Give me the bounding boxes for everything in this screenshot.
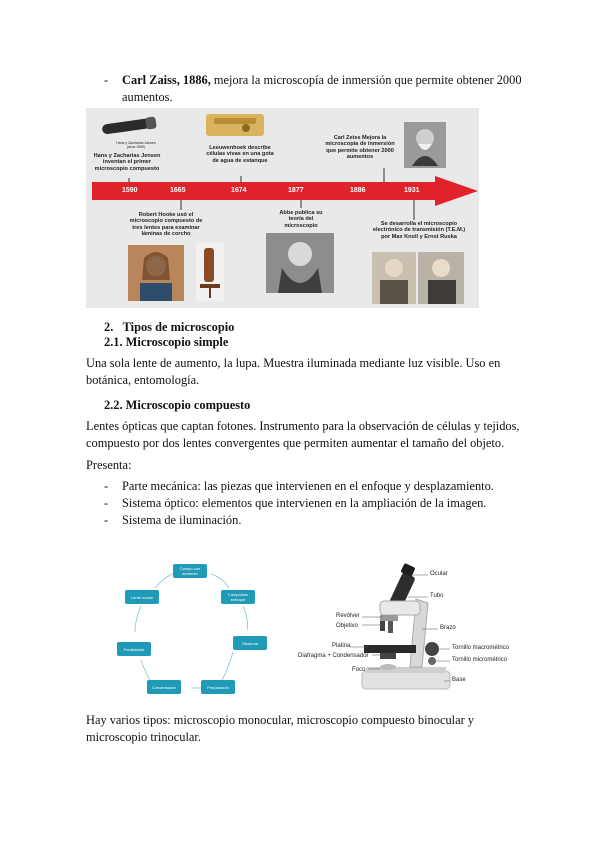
- caption-leeuwenhoek: Leeuwenhoek describe células vivas en una gota de agua de estanque: [206, 145, 274, 164]
- cycle-node: Focalizador: [117, 642, 151, 656]
- intro-line2: aumentos.: [122, 90, 173, 104]
- closing-line2: microscopio trinocular.: [86, 730, 201, 744]
- section-heading: 2. Tipos de microscopio: [104, 320, 235, 334]
- microscope-drawing: [310, 563, 520, 703]
- compound-description: [86, 418, 526, 452]
- parts-list: [104, 478, 524, 529]
- cycle-node: Lente ocular: [125, 590, 159, 604]
- label-tornillo-micro: Tornillo micrométrico: [452, 657, 508, 663]
- simple-text-line2: botánica, entomología.: [86, 373, 200, 387]
- subheading-simple: 2.1. Microscopio simple: [104, 335, 229, 349]
- caption-zeiss: Carl Zeiss Mejora la microscopía de inmersión que permite obtener 2000 aumentos: [325, 135, 395, 161]
- closing-paragraph: [86, 712, 526, 746]
- compound-text-line2: compuesto por dos lentes convergentes que permiten aumentar el tamaño del objeto.: [86, 436, 505, 450]
- year-1590: 1590: [122, 187, 138, 194]
- intro-bullet: [104, 72, 524, 106]
- cycle-arrows: [115, 560, 275, 700]
- list-item: - Sistema óptico: elementos que intervienen en la ampliación de la imagen.: [104, 496, 487, 510]
- label-revolver: Revólver: [336, 613, 360, 619]
- caption-jansen: Hans y Zacharias Jensen inventan el primer microscopio compuesto: [93, 153, 161, 172]
- year-1674: 1674: [231, 187, 247, 194]
- leeuwenhoek-microscope-image: [206, 114, 264, 136]
- simple-description: [86, 355, 516, 389]
- cycle-node: Condensador: [147, 680, 181, 694]
- microscope-use-cycle-diagram: [115, 560, 275, 700]
- hooke-microscope-image: [196, 243, 224, 301]
- caption-hooke: Robert Hooke usó el microscopio compuesto de tres lentes para examinar láminas de corcho: [129, 212, 203, 238]
- label-diafragma: Diafragma + Condensador: [298, 653, 369, 659]
- list-item: - Sistema de iluminación.: [104, 513, 242, 527]
- hooke-portrait: [128, 245, 184, 301]
- label-platina: Platina: [332, 643, 351, 649]
- label-base: Base: [452, 677, 466, 683]
- cycle-node: Observar: [233, 636, 267, 650]
- label-tornillo-macro: Tornillo macrométrico: [452, 645, 510, 651]
- cycle-node: Campo con aumento: [173, 564, 207, 578]
- compound-text-line1: Lentes ópticas que captan fotones. Instrumento para la observación de células y tejidos,: [86, 419, 520, 433]
- knoll-ruska-portraits: [372, 252, 464, 304]
- intro-rest: mejora la microscopía de inmersión que permite obtener 2000: [210, 73, 522, 87]
- label-ocular: Ocular: [430, 571, 448, 577]
- microscope-parts-figure: [298, 563, 520, 703]
- cycle-node: Preparación: [201, 680, 235, 694]
- year-1886: 1886: [350, 187, 366, 194]
- subheading-compound: 2.2. Microscopio compuesto: [104, 398, 251, 412]
- year-1877: 1877: [288, 187, 304, 194]
- label-brazo: Brazo: [440, 625, 456, 631]
- presenta-label: Presenta:: [86, 458, 132, 472]
- microscope-history-timeline: [86, 108, 479, 308]
- caption-abbe: Abbe publica su teoría del microscopio: [279, 210, 323, 229]
- label-tubo: Tubo: [430, 593, 444, 599]
- intro-bold: Carl Zaiss, 1886,: [122, 73, 211, 87]
- caption-tem: Se desarrolla el microscopio electrónico de transmisión (T.E.M.) por Max Knoll y Ernst Ruska: [372, 221, 466, 240]
- list-item: - Parte mecánica: las piezas que intervienen en el enfoque y desplazamiento.: [104, 479, 494, 493]
- label-foco: Foco: [352, 667, 366, 673]
- cycle-node: Comprobar enfoque: [221, 590, 255, 604]
- simple-text-line1: Una sola lente de aumento, la lupa. Muestra iluminada mediante luz visible. Uso en: [86, 356, 501, 370]
- caption-jansen-small: Hans y Zacharias Jansen (circa 1590): [116, 141, 156, 149]
- year-1931: 1931: [404, 187, 420, 194]
- label-objetivo: Objetivo: [336, 623, 359, 629]
- bullet-dash: -: [104, 73, 109, 87]
- year-1665: 1665: [170, 187, 186, 194]
- abbe-portrait: [266, 233, 334, 293]
- closing-line1: Hay varios tipos: microscopio monocular, microscopio compuesto binocular y: [86, 713, 475, 727]
- timeline-graphics: [86, 108, 479, 308]
- zeiss-portrait: [404, 122, 446, 168]
